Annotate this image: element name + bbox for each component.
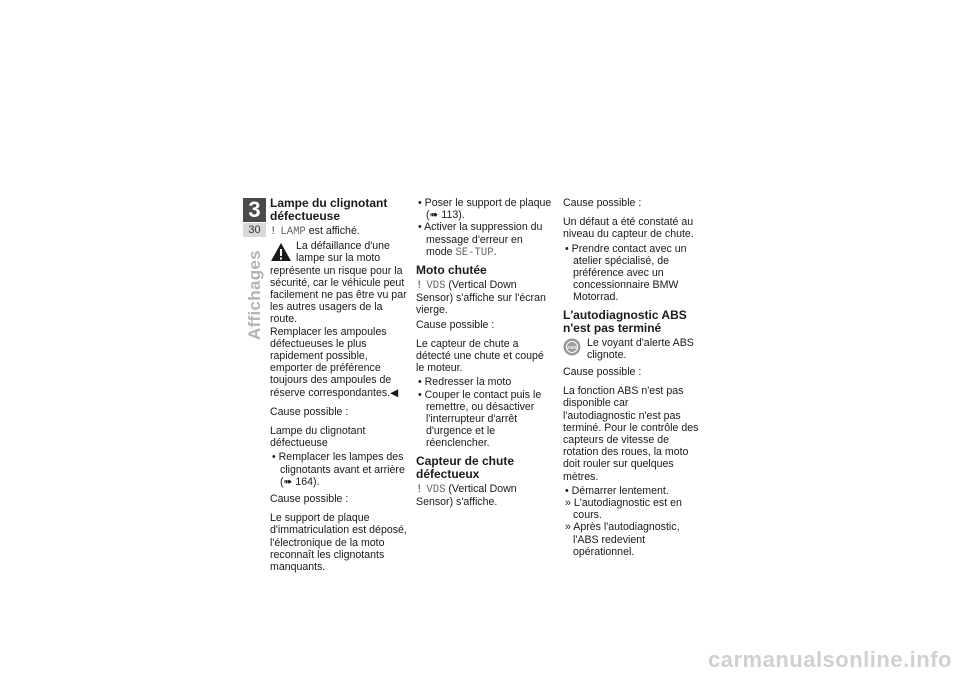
lamp-line bbox=[270, 225, 408, 238]
exclamation-icon: ! bbox=[270, 226, 277, 238]
heading-moto-chutee: Moto chutée bbox=[416, 263, 487, 278]
warning-block bbox=[270, 240, 408, 325]
bullet-item: • Prendre contact avec un atelier spécialisé, de préférence avec un concessionnaire BMW Motorrad. bbox=[565, 242, 687, 304]
heading-capteur: Capteur de chute défectueux bbox=[416, 453, 515, 481]
bullet-text: Prendre contact avec un atelier spécialisé, de préférence avec un concessionnaire BMW Motorrad. bbox=[571, 242, 687, 304]
warning-text: La défaillance d'une lampe sur la moto représente un risque pour la sécurité, car le véhicule peut facilement ne pas être vu par les autres usagers de la route. bbox=[270, 240, 407, 326]
heading-lampe: Lampe du clignotant défectueuse bbox=[270, 196, 388, 223]
chapter-number: 3 bbox=[243, 198, 266, 222]
cause-label: Cause possible : bbox=[270, 493, 349, 506]
bullet-suffix: . bbox=[493, 245, 497, 258]
watermark: carmanualsonline.info bbox=[708, 647, 952, 672]
abs-text: Le voyant d'alerte ABS clignote. bbox=[587, 336, 694, 361]
cause-label: Cause possible : bbox=[563, 366, 642, 379]
cause-label: Cause possible : bbox=[416, 318, 495, 331]
bullet-text: Poser le support de plaque (➠ 113). bbox=[424, 197, 552, 222]
vds-code: VDS bbox=[426, 280, 446, 293]
vds-line bbox=[416, 483, 552, 508]
abs-warning-light-icon bbox=[563, 338, 581, 356]
replace-body: Remplacer les ampoules défectueuses le plus rapidement possible, emporter de préférence toujours des ampoules de réserve correspondantes. bbox=[270, 325, 392, 399]
lamp-text: est affiché. bbox=[308, 225, 360, 237]
column-1 bbox=[270, 197, 408, 575]
heading-abs: L'autodiagnostic ABS n'est pas terminé bbox=[563, 307, 687, 335]
cause-text: Le support de plaque d'immatriculation est déposé, l'électronique de la moto reconnaît les clignotants manquants. bbox=[270, 512, 407, 574]
lamp-code: LAMP bbox=[280, 226, 306, 238]
bullet-item: • Démarrer lentement. bbox=[565, 484, 669, 497]
cause-text: Lampe du clignotant défectueuse bbox=[270, 425, 366, 450]
column-3 bbox=[563, 197, 703, 558]
exclamation-icon: ! bbox=[416, 483, 423, 496]
vds-text: (Vertical Down Sensor) s'affiche. bbox=[416, 482, 517, 508]
bullet-text: Démarrer lentement. bbox=[571, 484, 669, 497]
bullet-item: • Remplacer les lampes des clignotants avant et arrière (➠ 164). bbox=[272, 451, 405, 488]
cause-label: Cause possible : bbox=[563, 197, 642, 209]
bullet-text: Remplacer les lampes des clignotants avant et arrière (➠ 164). bbox=[278, 451, 405, 488]
bullet-item: • Activer la suppression du message d'erreur en mode SE-TUP. bbox=[418, 221, 543, 259]
chapter-label: Affichages bbox=[245, 250, 264, 340]
vds-text: (Vertical Down Sensor) s'affiche sur l'écran vierge. bbox=[416, 279, 546, 317]
vds-code: VDS bbox=[426, 483, 446, 496]
warning-triangle-icon bbox=[270, 242, 292, 262]
cause-text: Le capteur de chute a détecté une chute et coupé le moteur. bbox=[416, 337, 544, 375]
bullet-text: Activer la suppression du message d'erreur en mode bbox=[424, 221, 543, 258]
bullet-text: Redresser la moto bbox=[424, 376, 512, 389]
exclamation-icon: ! bbox=[416, 280, 423, 293]
cause-text: Un défaut a été constaté au niveau du capteur de chute. bbox=[563, 216, 694, 241]
abs-block bbox=[563, 337, 703, 361]
result-item: » Après l'autodiagnostic, l'ABS redevient opérationnel. bbox=[565, 521, 680, 558]
setup-code: SE-TUP bbox=[455, 246, 494, 259]
bullet-item: • Redresser la moto bbox=[418, 376, 512, 389]
page-number: 30 bbox=[243, 223, 266, 237]
bullet-item: • Couper le contact puis le remettre, ou désactiver l'interrupteur d'arrêt d'urgence et le réenclencher. bbox=[418, 388, 542, 450]
cause-text: La fonction ABS n'est pas disponible car l'autodiagnostic n'est pas terminé. Pour le contrôle des capteurs de vitesse de rotation des roues, la moto doit rouler sur quelques mètres. bbox=[563, 385, 699, 483]
result-item: » L'autodiagnostic est en cours. bbox=[565, 497, 682, 522]
replace-text bbox=[270, 326, 408, 399]
bullet-item: • Poser le support de plaque (➠ 113). bbox=[418, 197, 552, 222]
cause-label: Cause possible : bbox=[270, 405, 349, 418]
abs-icon-label: ABS bbox=[567, 344, 577, 350]
end-mark: ◀ bbox=[390, 386, 399, 399]
column-2 bbox=[416, 197, 552, 510]
vds-line bbox=[416, 279, 552, 317]
bullet-text: Couper le contact puis le remettre, ou désactiver l'interrupteur d'arrêt d'urgence et le réenclencher. bbox=[424, 388, 542, 450]
